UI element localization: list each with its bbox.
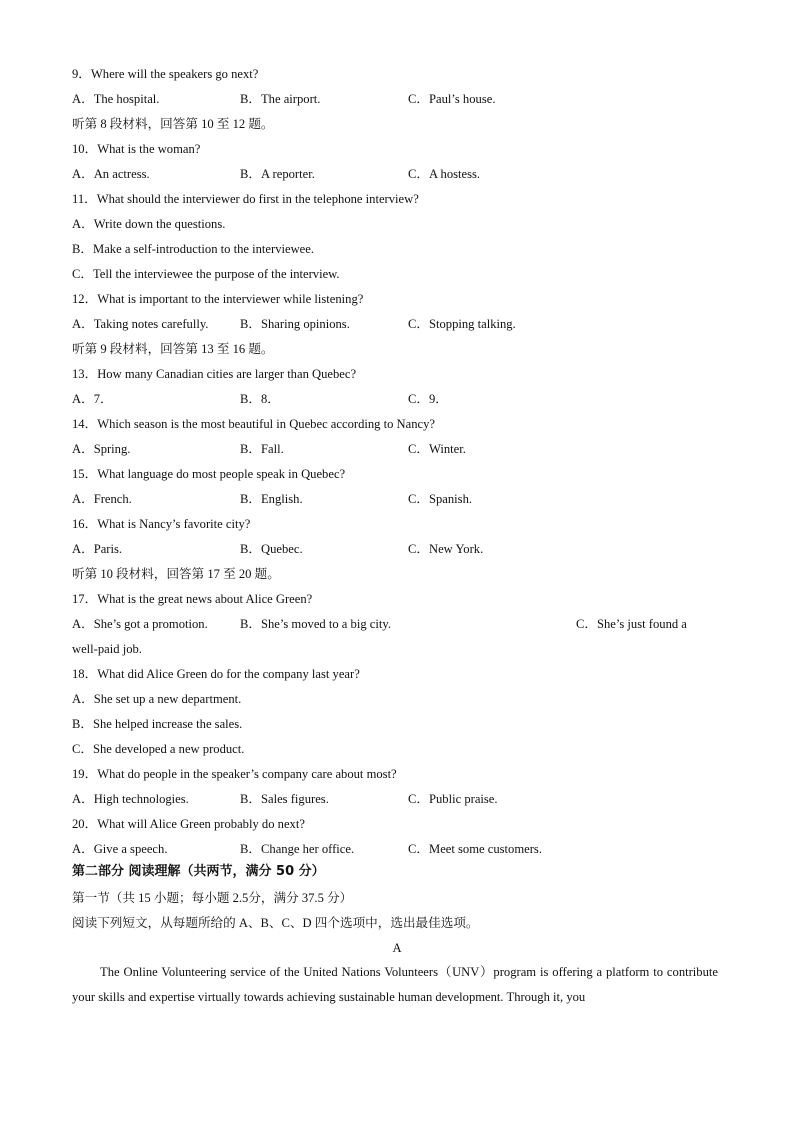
question-15-option-b: B．English. (240, 492, 303, 506)
question-9-stem: 9．Where will the speakers go next? (72, 67, 259, 81)
question-17-option-a: A．She’s got a promotion. (72, 617, 208, 631)
question-13-option-c: C．9． (408, 392, 448, 406)
question-18-option-c: C．She developed a new product. (72, 742, 245, 756)
question-15-stem: 15．What language do most people speak in Quebec? (72, 467, 346, 481)
question-20-option-c: C．Meet some customers. (408, 842, 542, 856)
question-20-stem: 20．What will Alice Green probably do next? (72, 817, 305, 831)
question-12-option-c: C．Stopping talking. (408, 317, 516, 331)
question-12-option-a: A．Taking notes carefully. (72, 317, 209, 331)
question-17-option-c: C．She’s just found a (576, 617, 687, 631)
question-14-stem: 14．Which season is the most beautiful in Quebec according to Nancy? (72, 417, 436, 431)
question-14-option-c: C．Winter. (408, 442, 466, 456)
question-18-stem: 18．What did Alice Green do for the company last year? (72, 667, 360, 681)
question-16-stem: 16．What is Nancy’s favorite city? (72, 517, 251, 531)
question-16-option-b: B．Quebec. (240, 542, 303, 556)
question-13-stem: 13．How many Canadian cities are larger than Quebec? (72, 367, 357, 381)
question-9-option-c: C．Paul’s house. (408, 92, 496, 106)
reading-instruction: 阅读下列短文，从每题所给的 A、B、C、D 四个选项中，选出最佳选项。 (72, 916, 479, 930)
question-13-option-b: B．8． (240, 392, 280, 406)
question-10-option-c: C．A hostess. (408, 167, 481, 181)
section-8-instruction: 听第 8 段材料，回答第 10 至 12 题。 (72, 117, 274, 131)
question-20-option-b: B．Change her office. (240, 842, 355, 856)
question-18-option-a: A．She set up a new department. (72, 692, 242, 706)
question-10-stem: 10．What is the woman? (72, 142, 201, 156)
question-19-stem: 19．What do people in the speaker’s company care about most? (72, 767, 397, 781)
question-12-stem: 12．What is important to the interviewer while listening? (72, 292, 364, 306)
part-2-heading: 第二部分 阅读理解（共两节，满分 50 分） (72, 864, 325, 879)
question-10-option-b: B．A reporter. (240, 167, 315, 181)
question-16-option-c: C．New York. (408, 542, 484, 556)
section-1-heading: 第一节（共 15 小题；每小题 2.5分，满分 37.5 分） (72, 891, 353, 905)
question-11-stem: 11．What should the interviewer do first in the telephone interview? (72, 192, 419, 206)
question-16-option-a: A．Paris. (72, 542, 123, 556)
passage-label: A (392, 941, 402, 955)
question-9-option-b: B．The airport. (240, 92, 321, 106)
question-17-stem: 17．What is the great news about Alice Green? (72, 592, 313, 606)
question-15-option-a: A．French. (72, 492, 132, 506)
section-9-instruction: 听第 9 段材料，回答第 13 至 16 题。 (72, 342, 274, 356)
question-20-option-a: A．Give a speech. (72, 842, 168, 856)
question-15-option-c: C．Spanish. (408, 492, 473, 506)
passage-paragraph: The Online Volunteering service of the United Nations Volunteers（UNV）program is offering a platform to contribute your skills and expertise virtually towards achieving sustainable human development. Through it, you (72, 965, 718, 1004)
question-19-option-c: C．Public praise. (408, 792, 498, 806)
question-10-option-a: A．An actress. (72, 167, 150, 181)
question-13-option-a: A．7． (72, 392, 113, 406)
question-11-option-a: A．Write down the questions. (72, 217, 226, 231)
question-19-option-b: B．Sales figures. (240, 792, 329, 806)
question-17-option-b: B．She’s moved to a big city. (240, 617, 391, 631)
section-10-instruction: 听第 10 段材料，回答第 17 至 20 题。 (72, 567, 280, 581)
question-19-option-a: A．High technologies. (72, 792, 189, 806)
question-11-option-c: C．Tell the interviewee the purpose of the interview. (72, 267, 340, 281)
question-12-option-b: B．Sharing opinions. (240, 317, 350, 331)
question-14-option-b: B．Fall. (240, 442, 284, 456)
question-17-option-c-continued: well-paid job. (72, 642, 142, 656)
question-11-option-b: B．Make a self-introduction to the interviewee. (72, 242, 315, 256)
question-18-option-b: B．She helped increase the sales. (72, 717, 243, 731)
question-9-option-a: A．The hospital. (72, 92, 160, 106)
question-14-option-a: A．Spring. (72, 442, 131, 456)
